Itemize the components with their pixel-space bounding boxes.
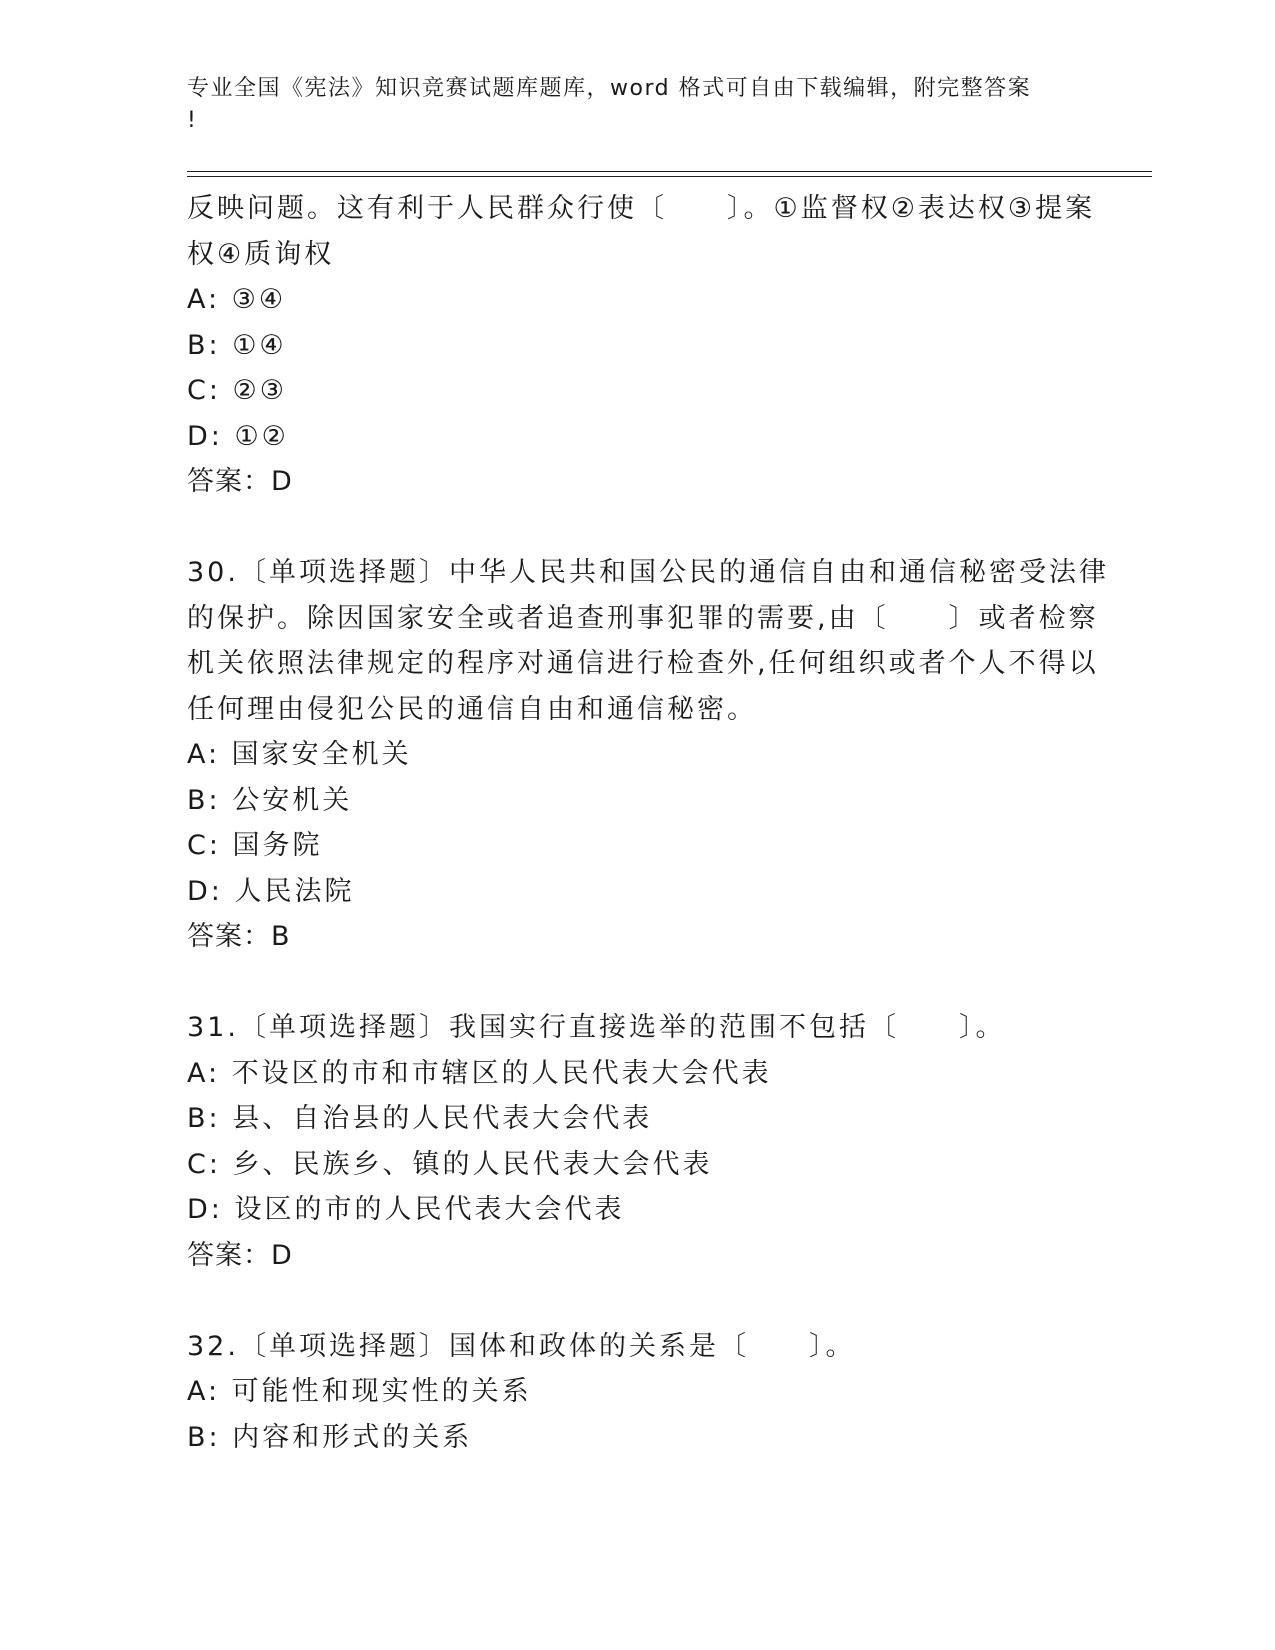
- question-text: 31.〔单项选择题〕我国实行直接选举的范围不包括〔 〕。: [187, 1012, 1006, 1043]
- option-d: D: 设区的市的人民代表大会代表: [187, 1194, 625, 1225]
- document-header: [187, 73, 1067, 137]
- option-a: A: ③④: [187, 284, 287, 315]
- question-text: 的保护。除因国家安全或者追查刑事犯罪的需要,由〔 〕或者检察: [187, 602, 1099, 634]
- question-text: 32.〔单项选择题〕国体和政体的关系是〔 〕。: [187, 1330, 856, 1362]
- question-block: [187, 1005, 1077, 1278]
- option-c: C: 乡、民族乡、镇的人民代表大会代表: [187, 1148, 713, 1180]
- header-rule-bottom: [187, 176, 1152, 177]
- spacer: [187, 1278, 1077, 1324]
- answer: 答案：B: [187, 921, 291, 952]
- question-list: [187, 186, 1109, 1460]
- option-b: B: 县、自治县的人民代表大会代表: [187, 1103, 653, 1134]
- spacer: [187, 505, 1077, 551]
- question-text: 反映问题。这有利于人民群众行使〔 〕。①监督权②表达权③提案: [187, 193, 1096, 224]
- option-b: B: 公安机关: [187, 784, 353, 816]
- question-text: 权④质询权: [187, 238, 335, 270]
- option-c: C: 国务院: [187, 830, 323, 861]
- option-a: A: 可能性和现实性的关系: [187, 1376, 532, 1407]
- option-d: D: 人民法院: [187, 875, 355, 907]
- answer: 答案：D: [187, 466, 293, 497]
- option-b: B: ①④: [187, 329, 287, 361]
- option-a: A: 国家安全机关: [187, 739, 412, 770]
- question-block: [187, 1324, 1077, 1461]
- question-block: [187, 186, 1096, 505]
- header-title-continuation: !: [187, 108, 198, 133]
- question-text: 任何理由侵犯公民的通信自由和通信秘密。: [187, 693, 757, 725]
- option-d: D: ①②: [187, 420, 289, 452]
- option-c: C: ②③: [187, 375, 287, 406]
- question-block: [187, 550, 1109, 960]
- option-b: B: 内容和形式的关系: [187, 1421, 473, 1453]
- spacer: [187, 960, 1077, 1006]
- question-text: 机关依照法律规定的程序对通信进行检查外,任何组织或者个人不得以: [187, 648, 1099, 679]
- question-text: 30.〔单项选择题〕中华人民共和国公民的通信自由和通信秘密受法律: [187, 557, 1109, 588]
- header-title: 专业全国《宪法》知识竞赛试题库题库，word 格式可自由下载编辑，附完整答案: [187, 76, 1032, 101]
- option-a: A: 不设区的市和市辖区的人民代表大会代表: [187, 1057, 772, 1089]
- answer: 答案：D: [187, 1239, 293, 1271]
- header-rule-top: [187, 171, 1152, 172]
